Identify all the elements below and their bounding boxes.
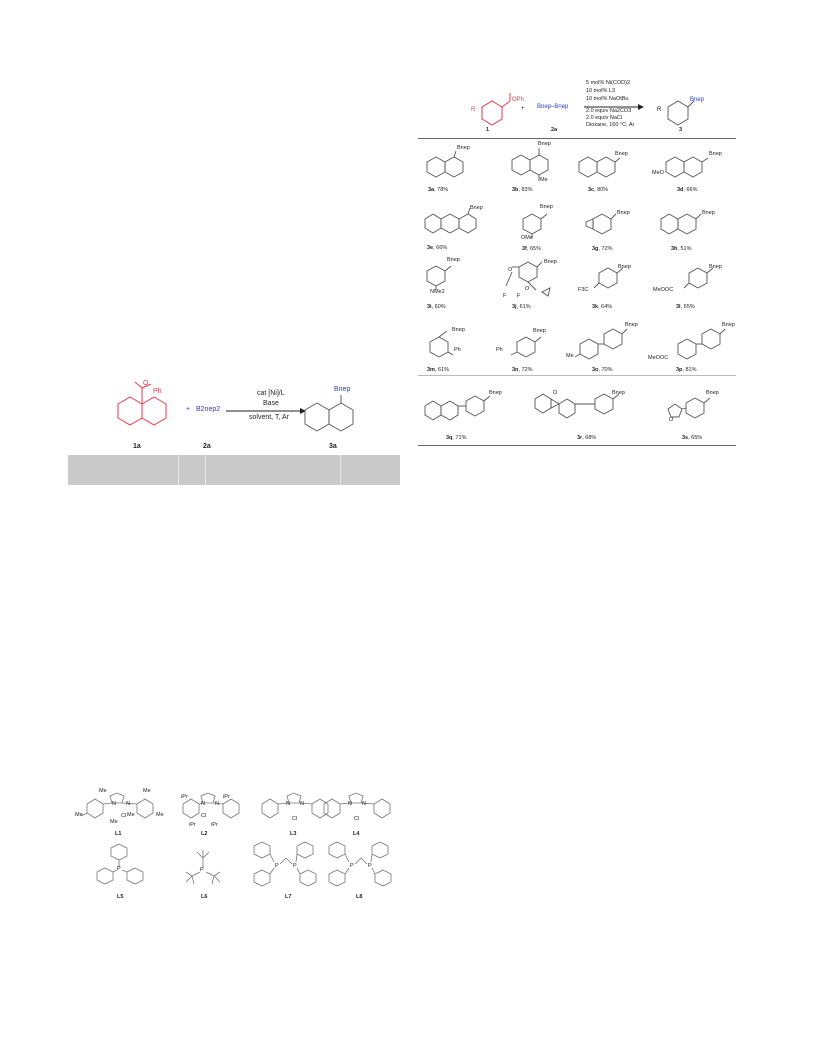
compound-id: 3g [592, 246, 599, 252]
compound-id: 3d [677, 187, 684, 193]
atom-label: N [215, 801, 219, 807]
atom-label: P [350, 863, 354, 869]
structure-3m [427, 333, 467, 368]
reagent-label: Bnep–Bnep [537, 104, 569, 110]
compound-id: 3f [522, 246, 527, 252]
table-header-band [68, 455, 400, 485]
reagent-label: B2nep2 [196, 406, 221, 413]
substituent-label: Me [127, 812, 135, 818]
substituent-label: F3C [578, 287, 589, 293]
substituent-label: F [503, 293, 507, 299]
product-group-label: Bnep [334, 386, 351, 393]
structure-3p [675, 327, 735, 367]
substituent-label: Me [143, 788, 151, 794]
atom-label: N [126, 801, 130, 807]
counterion-label: Cl [292, 816, 298, 822]
ligand-label: L2 [201, 831, 208, 837]
compound-yield: , 71% [452, 435, 467, 441]
compound-label: 1 [486, 127, 490, 133]
ligand-l7-structure [250, 838, 330, 893]
compound-id: 3m [427, 367, 435, 373]
condition-line: 2.0 equiv NaCl [586, 115, 623, 121]
ester-group-label: Ph [153, 388, 162, 395]
condition-solvent: solvent, T, Ar [249, 414, 289, 421]
atom-label: P [368, 863, 372, 869]
compound-yield: , 60% [431, 304, 446, 310]
structure-3c [578, 155, 628, 185]
ligand-label: L3 [290, 831, 297, 837]
substituent-label: MeOOC [648, 355, 669, 361]
header-rule [418, 138, 736, 139]
divider [340, 455, 341, 485]
structure-3e [424, 208, 479, 243]
atom-label: N [300, 801, 304, 807]
product-group-label: Bnep [690, 97, 705, 103]
ligand-label: L1 [115, 831, 122, 837]
substituent-label: iPr [181, 794, 188, 800]
compound-label: 3a [329, 443, 337, 450]
condition-line: Dioxane, 160 °C, Ar [586, 122, 635, 128]
compound-yield: , 51% [677, 246, 692, 252]
substituent-label: Me [75, 812, 83, 818]
atom-label: N [362, 801, 366, 807]
divider [205, 455, 206, 485]
compound-id: 3c [588, 187, 595, 193]
compound-label: 1a [133, 443, 141, 450]
compound-id: 3b [512, 187, 519, 193]
compound-label: 2a [203, 443, 211, 450]
compound-id: 3e [427, 245, 434, 251]
substituent-label: OMe [521, 235, 533, 241]
compound-id: 3o [592, 367, 599, 373]
compound-yield: , 61% [516, 304, 531, 310]
substituent-label: iPr [189, 822, 196, 828]
condition-line: 2.0 equiv Na2CO3 [586, 108, 632, 114]
bottom-rule [418, 445, 736, 446]
compound-id: 3p [676, 367, 683, 373]
substituent-label: Me [540, 177, 548, 183]
compound-id: 3i [427, 304, 432, 310]
compound-id: 3h [671, 246, 678, 252]
atom-label: N [348, 801, 352, 807]
row-rule [418, 375, 736, 376]
structure-3i [424, 262, 464, 302]
ester-group-label: OPh [512, 97, 525, 103]
structure-3o [577, 327, 637, 367]
structure-3k [590, 264, 635, 304]
compound-id: 3k [592, 304, 599, 310]
ligand-label: L5 [117, 894, 124, 900]
compound-yield: , 61% [434, 367, 450, 373]
compound-yield: , 64% [598, 304, 613, 310]
condition-catalyst: cat [Ni]/L [257, 390, 285, 397]
ligand-label: L7 [285, 894, 292, 900]
condition-base: Base [263, 400, 279, 407]
r-group-label: R [471, 107, 476, 113]
compound-label: 2a [551, 127, 558, 133]
compound-id: 3a [428, 187, 435, 193]
ligand-l1-structure [75, 790, 170, 830]
compound-id: 3n [512, 367, 519, 373]
compound-yield: , 66% [683, 187, 698, 193]
structure-3b [511, 150, 561, 190]
atom-label: P [293, 863, 297, 869]
structure-3n [508, 333, 553, 368]
compound-id: 3s [682, 435, 689, 441]
ligand-l8-structure [325, 838, 405, 893]
compound-yield: , 83% [518, 187, 533, 193]
substituent-label: F [517, 293, 521, 299]
ligand-label: L6 [201, 894, 208, 900]
substituent-label: Ph [454, 347, 461, 353]
r-group-label: R [657, 107, 662, 113]
naphthyl-boronate-structure-3a [305, 395, 365, 445]
compound-yield: , 70% [598, 367, 613, 373]
substituent-label: Me [156, 812, 164, 818]
structure-3q [424, 393, 514, 428]
condition-line: 10 mol% L3 [586, 88, 616, 94]
compound-yield: , 72% [598, 246, 613, 252]
compound-id: 3j [512, 304, 517, 310]
compound-yield: , 68% [582, 435, 597, 441]
substituent-label: MeO [652, 170, 664, 176]
counterion-label: Cl [121, 813, 127, 819]
ligand-label: L4 [353, 831, 360, 837]
atom-label: N [286, 801, 290, 807]
condition-line: 10 mol% NaOtBu [586, 96, 629, 102]
counterion-label: Cl [201, 813, 207, 819]
atom-label: P [117, 866, 121, 872]
compound-yield: , 66% [433, 245, 448, 251]
reaction-arrow [226, 407, 306, 415]
condition-line: 5 mol% Ni(COD)2 [586, 80, 631, 86]
compound-id: 3l [676, 304, 681, 310]
compound-yield: , 65% [526, 246, 541, 252]
atom-label: N [112, 801, 116, 807]
substituent-label: NMe2 [430, 289, 445, 295]
compound-yield: , 81% [682, 367, 697, 373]
compound-id: 3r [577, 435, 583, 441]
structure-3s [660, 395, 715, 435]
substituent-label: iPr [211, 822, 218, 828]
substituent-label: Ph [496, 347, 503, 353]
compound-yield: , 80% [594, 187, 609, 193]
compound-yield: , 65% [680, 304, 695, 310]
compound-yield: , 65% [688, 435, 703, 441]
compound-label: 3 [679, 127, 683, 133]
divider [178, 455, 179, 485]
structure-3d [665, 155, 720, 185]
atom-label: P [200, 867, 204, 873]
substituent-label: MeOOC [653, 287, 674, 293]
reaction-arrow [584, 103, 644, 111]
ligand-l4-structure [318, 790, 408, 830]
atom-label: P [275, 863, 279, 869]
compound-id: 3q [446, 435, 453, 441]
ligand-l6-structure [182, 848, 232, 893]
substituent-label: iPr [223, 794, 230, 800]
substituent-label: Me [566, 353, 574, 359]
structure-3a [426, 155, 476, 185]
atom-label: N [201, 801, 205, 807]
compound-yield: , 72% [518, 367, 533, 373]
ligand-l5-structure [97, 842, 157, 892]
structure-3l [680, 264, 725, 304]
ligand-label: L8 [356, 894, 363, 900]
compound-yield: , 78% [434, 187, 449, 193]
substituent-label: Me [99, 788, 107, 794]
substituent-label: Me [110, 819, 118, 825]
counterion-label: Cl [354, 816, 360, 822]
